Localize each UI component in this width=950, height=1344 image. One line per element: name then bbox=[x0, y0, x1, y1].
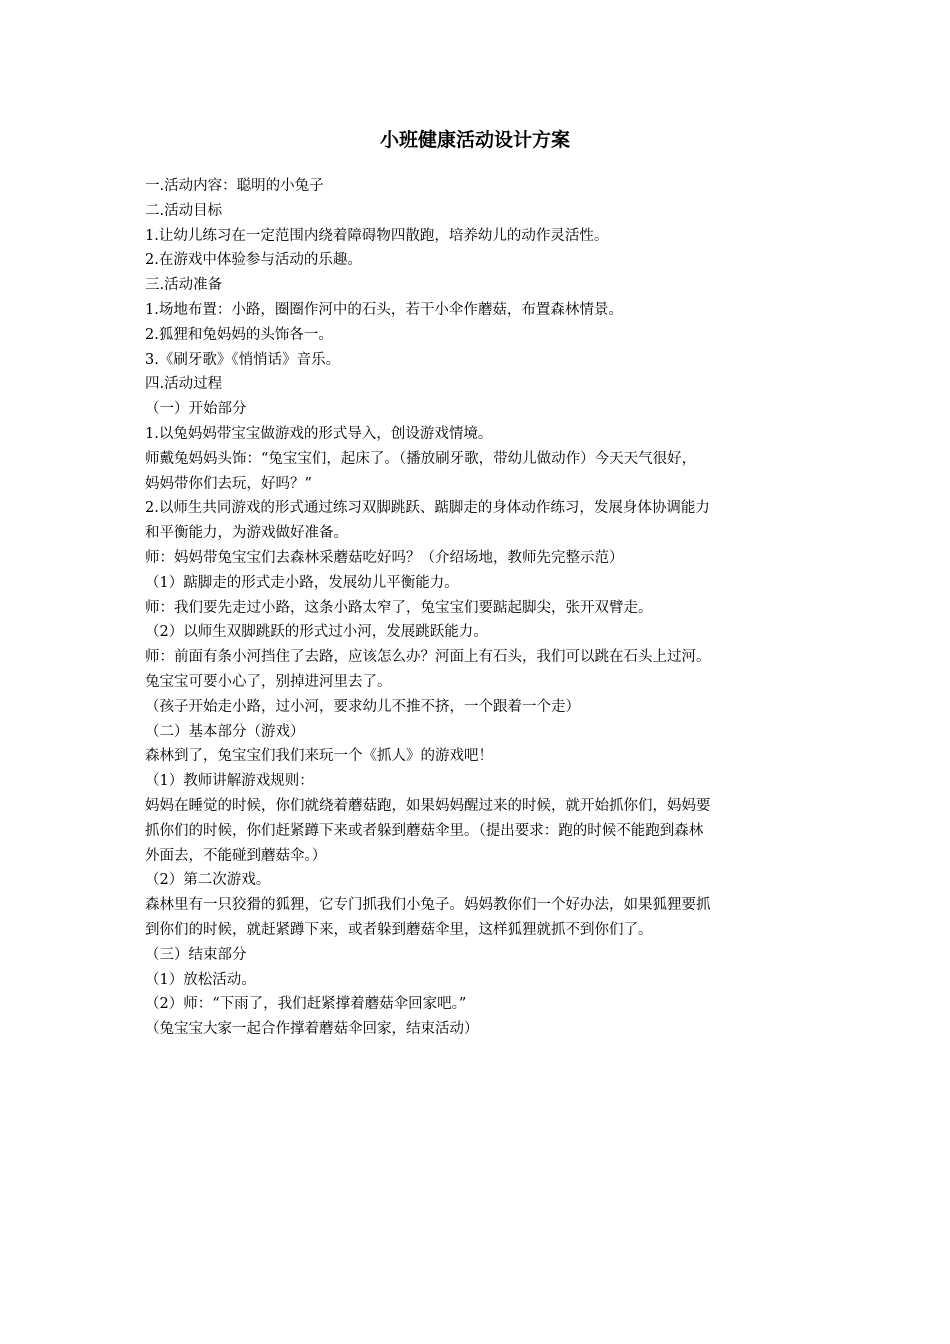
text-line: 2.狐狸和兔妈妈的头饰各一。 bbox=[145, 326, 333, 343]
text-line: （2）第二次游戏。 bbox=[145, 872, 271, 889]
document-title: 小班健康活动设计方案 bbox=[379, 129, 570, 151]
text-line: 森林里有一只狡猾的狐狸，它专门抓我们小兔子。妈妈教你们一个好办法，如果狐狸要抓 bbox=[145, 897, 711, 914]
text-line: 3.《刷牙歌》《悄悄话》音乐。 bbox=[145, 351, 341, 368]
text-line: （2）师：“下雨了，我们赶紧撑着蘑菇伞回家吧。” bbox=[145, 996, 467, 1013]
text-line: 抓你们的时候，你们赶紧蹲下来或者躲到蘑菇伞里。（提出要求：跑的时候不能跑到森林 bbox=[145, 822, 704, 839]
text-line: 师：妈妈带兔宝宝们去森林采蘑菇吃好吗？（介绍场地，教师先完整示范） bbox=[145, 549, 624, 566]
text-line: （2）以师生双脚跳跃的形式过小河，发展跳跃能力。 bbox=[145, 624, 488, 641]
text-line: 一.活动内容：聪明的小兔子 bbox=[145, 178, 324, 194]
text-line: （1）放松活动。 bbox=[145, 971, 256, 988]
text-line: 妈妈带你们去玩，好吗？” bbox=[145, 475, 312, 492]
text-line: （三）结束部分 bbox=[145, 946, 247, 963]
text-line: 和平衡能力，为游戏做好准备。 bbox=[145, 525, 348, 542]
text-line: 2.在游戏中体验参与活动的乐趣。 bbox=[145, 252, 362, 269]
text-line: 1.让幼儿练习在一定范围内绕着障碍物四散跑，培养幼儿的动作灵活性。 bbox=[145, 227, 609, 244]
text-line: （一）开始部分 bbox=[145, 401, 247, 418]
text-line: 三.活动准备 bbox=[145, 277, 223, 294]
text-line: 1.以兔妈妈带宝宝做游戏的形式导入，创设游戏情境。 bbox=[145, 425, 493, 442]
text-line: 外面去，不能碰到蘑菇伞。） bbox=[145, 847, 327, 864]
text-line: 1.场地布置：小路，圈圈作河中的石头，若干小伞作蘑菇，布置森林情景。 bbox=[145, 301, 623, 318]
text-line: 师：前面有条小河挡住了去路，应该怎么办？河面上有石头，我们可以跳在石头上过河。 bbox=[145, 649, 711, 666]
text-line: 师戴兔妈妈头饰：“兔宝宝们，起床了。（播放刷牙歌，带幼儿做动作）今天天气很好， bbox=[145, 450, 697, 467]
text-line: 妈妈在睡觉的时候，你们就绕着蘑菇跑，如果妈妈醒过来的时候，就开始抓你们，妈妈要 bbox=[145, 797, 711, 814]
text-line: （兔宝宝大家一起合作撑着蘑菇伞回家，结束活动） bbox=[145, 1021, 479, 1038]
text-line: （二）基本部分（游戏） bbox=[145, 723, 305, 740]
document-body bbox=[145, 174, 805, 1042]
text-line: 兔宝宝可要小心了，别掉进河里去了。 bbox=[145, 673, 392, 690]
text-line: 森林到了，兔宝宝们我们来玩一个《抓人》的游戏吧！ bbox=[145, 748, 493, 765]
text-line: （孩子开始走小路，过小河，要求幼儿不推不挤，一个跟着一个走） bbox=[145, 698, 580, 715]
text-line: 二.活动目标 bbox=[145, 202, 223, 219]
text-line: 到你们的时候，就赶紧蹲下来，或者躲到蘑菇伞里，这样狐狸就抓不到你们了。 bbox=[145, 921, 653, 938]
text-line: 师：我们要先走过小路，这条小路太窄了，兔宝宝们要踮起脚尖，张开双臂走。 bbox=[145, 599, 653, 616]
text-line: 2.以师生共同游戏的形式通过练习双脚跳跃、踮脚走的身体动作练习，发展身体协调能力 bbox=[145, 500, 710, 517]
text-line: （1）教师讲解游戏规则： bbox=[145, 773, 314, 790]
text-line: 四.活动过程 bbox=[145, 376, 223, 393]
text-line: （1）踮脚走的形式走小路，发展幼儿平衡能力。 bbox=[145, 574, 459, 591]
